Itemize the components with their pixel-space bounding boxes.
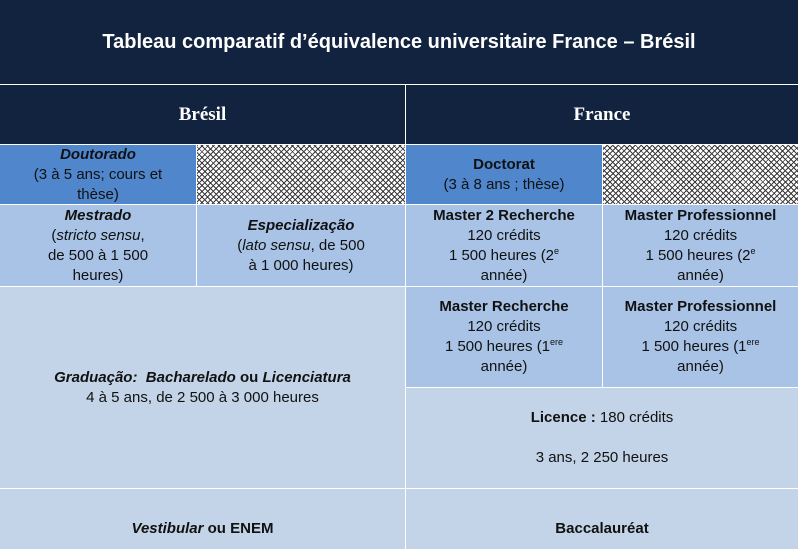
graduacao-ou: ou [240,368,259,386]
m2-pro-name: Master Professionnel [624,206,777,224]
cell-master-recherche [406,287,603,388]
licence-detail: 3 ans, 2 250 heures [535,449,669,466]
m2-pro-hours [645,246,755,266]
mestrado-line1 [51,226,144,246]
vestibular-enem: ENEM [230,520,274,537]
header-france [406,85,799,145]
m2-recherche-year: année) [480,266,528,284]
m1-pro-hours-text: 1 500 heures (1 [641,338,747,355]
especializacao-line1-end: , de 500 [310,236,365,254]
m1-pro-sup: ere [746,337,760,347]
m2-pro-hours-text: 1 500 heures (2 [645,246,751,264]
table-title-text: Tableau comparatif d’équivalence universitaire France – Brésil [102,31,696,53]
especializacao-name: Especialização [247,216,355,234]
licence-name: Licence [530,409,587,426]
licence-credits: 180 crédits [599,409,674,426]
graduacao-label: Graduação: [54,368,138,386]
header-bresil [0,85,406,145]
especializacao-line2: à 1 000 heures) [248,256,354,274]
m2-recherche-hours-text: 1 500 heures (2 [448,246,555,264]
mestrado-line3: heures) [72,266,124,284]
doctorat-detail: (3 à 8 ans ; thèse) [443,175,565,193]
mestrado-name: Mestrado [64,206,132,224]
cell-master2-professionnel [603,205,799,287]
cell-baccalaureat [406,489,799,550]
cell-doutorado [0,145,197,205]
m2-recherche-name: Master 2 Recherche [433,206,575,224]
m1-pro-hours [641,337,759,357]
m1-recherche-name: Master Recherche [439,298,569,315]
graduacao-licenciatura: Licenciatura [262,368,351,386]
vestibular-ou: ou [207,520,226,537]
vestibular-line [132,519,274,539]
cell-vestibular [0,489,406,550]
m1-recherche-sup: ere [550,337,564,347]
m2-pro-credits: 120 crédits [663,226,738,244]
table-title [0,0,799,85]
m1-recherche-year: année) [480,358,528,375]
especializacao-line1 [237,236,365,256]
licence-line1 [531,408,674,428]
vestibular-label: Vestibular [131,520,204,537]
cell-doctorat [406,145,603,205]
mestrado-line1-end: , [140,226,145,244]
mestrado-qualifier: stricto sensu [56,226,141,244]
cell-mestrado [0,205,197,287]
cell-master-professionnel [603,287,799,388]
m2-pro-sup: e [750,245,756,256]
header-bresil-label: Brésil [178,103,227,125]
mestrado-paren: ( [51,226,57,244]
header-france-label: France [573,103,631,125]
graduacao-bacharelado: Bacharelado [145,368,236,386]
doutorado-line1: (3 à 5 ans; cours et [33,165,163,183]
m1-recherche-hours-text: 1 500 heures (1 [444,338,551,355]
graduacao-line1 [54,368,351,388]
doctorat-name: Doctorat [473,155,535,173]
m1-pro-name: Master Professionnel [624,298,777,315]
m2-recherche-hours [449,246,559,266]
mestrado-line2: de 500 à 1 500 [47,246,149,264]
cell-especializacao [197,205,406,287]
m1-pro-credits: 120 crédits [663,318,738,335]
m2-pro-year: année) [677,266,724,284]
graduacao-detail: 4 à 5 ans, de 2 500 à 3 000 heures [86,388,319,406]
m2-recherche-credits: 120 crédits [467,226,541,244]
m1-recherche-hours [445,337,563,357]
m2-recherche-sup: e [554,245,560,256]
doutorado-name: Doutorado [60,145,136,163]
cell-licence [406,388,799,489]
m1-recherche-credits: 120 crédits [467,318,541,335]
especializacao-qualifier: lato sensu [242,236,311,254]
doutorado-line2: thèse) [77,185,119,203]
cell-master2-recherche [406,205,603,287]
baccalaureat-name: Baccalauréat [555,520,649,537]
especializacao-paren: ( [237,236,243,254]
licence-colon: : [590,409,596,426]
cell-graduacao [0,287,406,489]
m1-pro-year: année) [677,358,724,375]
empty-hatched-cell-france [603,145,799,205]
empty-hatched-cell-bresil [197,145,406,205]
